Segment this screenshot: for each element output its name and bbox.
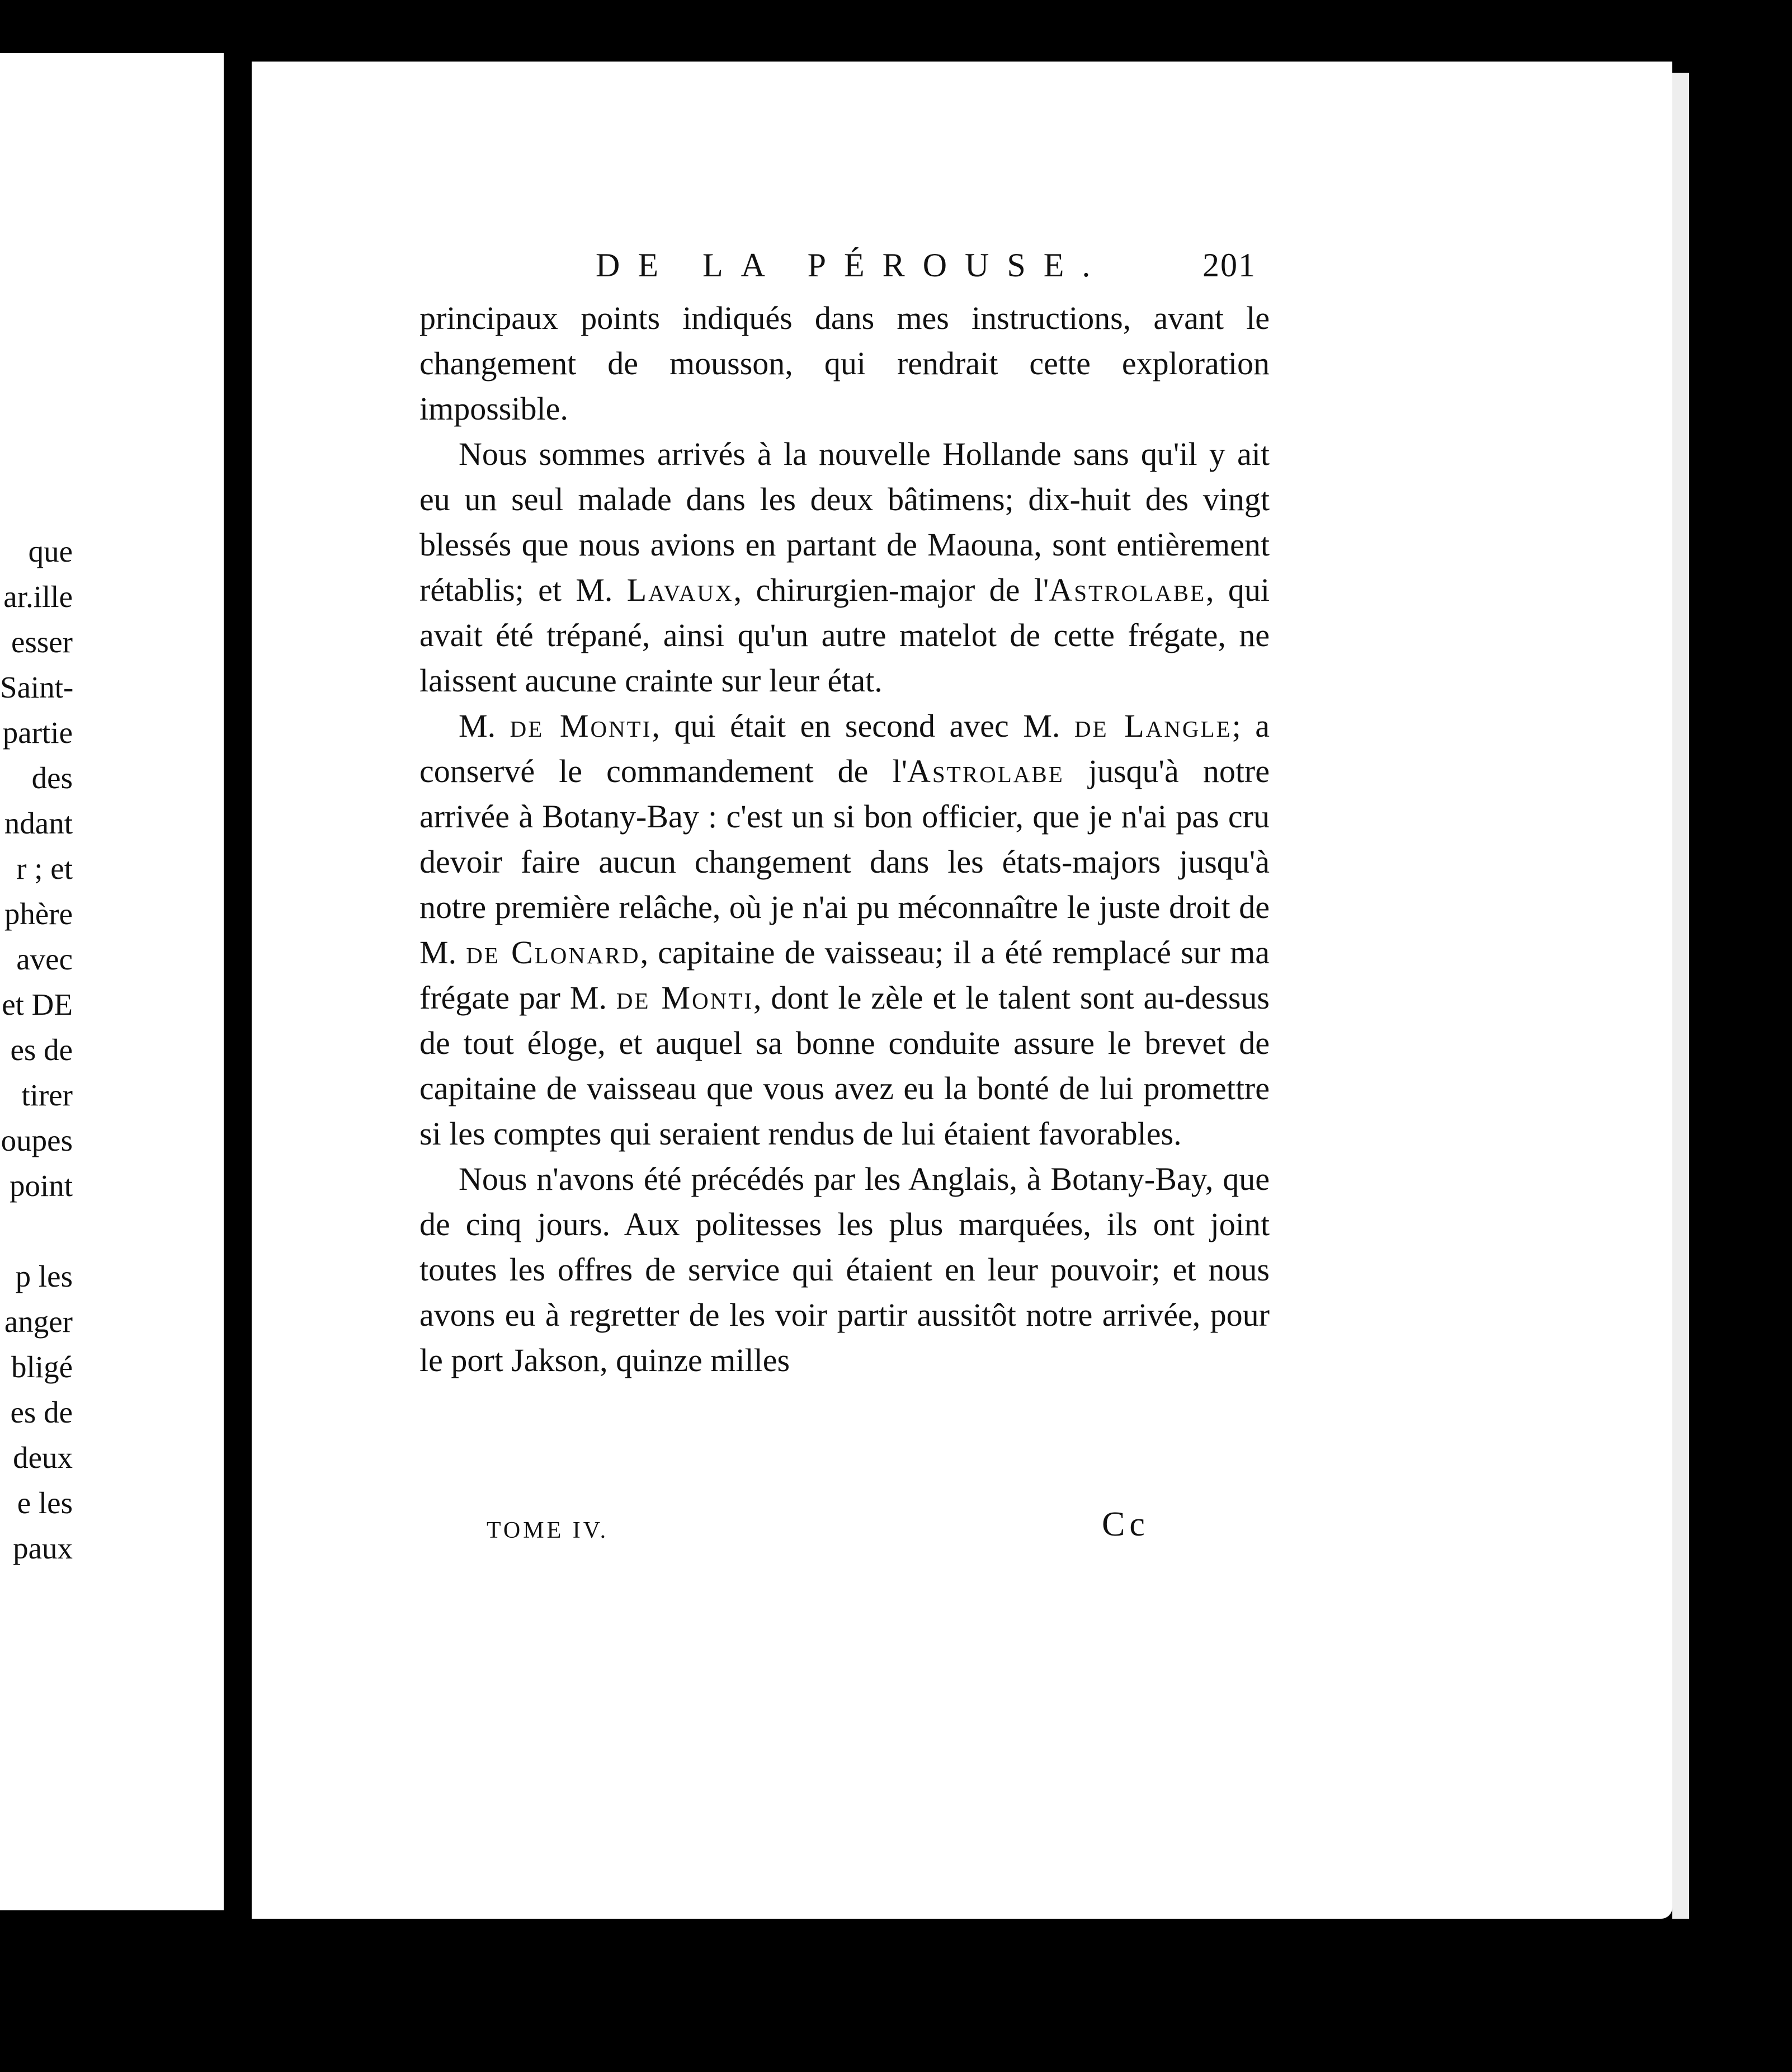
fragment-line: deux: [13, 1440, 73, 1475]
page-number: 201: [1202, 247, 1256, 284]
left-page-text-fragments: [0, 529, 73, 1571]
fragment-line: ar.ille: [3, 580, 73, 614]
body-text: [419, 295, 1270, 1383]
text-run: , qui était en second avec M.: [652, 708, 1074, 744]
volume-label: TOME IV.: [487, 1518, 609, 1543]
paragraph-1: principaux points indiqués dans mes instructions, avant le changement de mousson, qui rendrait cette exploration impossible.: [419, 300, 1270, 427]
ship-name-astrolabe: Astrolabe: [1049, 572, 1206, 608]
name-de-monti: de Monti: [616, 980, 753, 1016]
text-run: ; a conservé le commandement de l': [419, 708, 1270, 789]
page-edge: [1672, 73, 1689, 1919]
fragment-line: es de: [10, 1033, 73, 1067]
fragment-line: paux: [13, 1531, 73, 1565]
fragment-line: des: [31, 761, 73, 795]
text-run: , qui avait été trépané, ainsi qu'un autre matelot de cette frégate, ne laissent aucune crainte sur leur état.: [419, 572, 1270, 699]
fragment-line: p les: [15, 1259, 73, 1293]
fragment-line: esser: [11, 625, 73, 659]
fragment-line: anger: [4, 1305, 73, 1339]
fragment-gap: [0, 1208, 73, 1254]
fragment-line: e les: [17, 1486, 73, 1520]
fragment-line: point: [9, 1169, 73, 1203]
fragment-line: r ; et: [16, 851, 73, 886]
fragment-line: avec: [16, 942, 73, 976]
text-run: , chirurgien-major de l': [733, 572, 1049, 608]
fragment-line: phère: [4, 897, 73, 931]
fragment-line: Saint-: [0, 670, 74, 704]
text-run: , dont le zèle et le talent sont au-dessus de tout éloge, et auquel sa bonne conduite assure le brevet de capitaine de vaisseau que vous avez eu la bonté de lui promettre si les comptes qui seraient rendus de lui étaient favorables.: [419, 980, 1270, 1152]
name-de-clonard: de Clonard: [466, 934, 640, 971]
text-run: jusqu'à notre arrivée à Botany-Bay : c'est un si bon officier, que je n'ai pas cru devoir faire aucun changement dans les états-majors jusqu'à notre première relâche, où je n'ai pu méconnaître le juste droit de M.: [419, 753, 1270, 971]
paragraph-4: Nous n'avons été précédés par les Anglais, à Botany-Bay, que de cinq jours. Aux politesses les plus marquées, ils ont joint toutes les offres de service qui étaient en leur pouvoir; et nous avons eu à regretter de les voir partir aussitôt notre arrivée, pour le port Jakson, quinze milles: [419, 1161, 1270, 1378]
text-run: Nous sommes arrivés à la nouvelle Hollande sans qu'il y ait eu un seul malade dans les deux bâtimens; dix-huit des vingt blessés que nous avions en partant de Maouna, sont entièrement rétablis; et M.: [419, 436, 1270, 608]
signature-mark: Cc: [1102, 1505, 1149, 1543]
text-run: , capitaine de vaisseau; il a été remplacé sur ma frégate par M.: [419, 934, 1270, 1016]
running-head: DE LA PÉROUSE.: [596, 247, 1109, 284]
paragraph-3: [419, 703, 1270, 1156]
fragment-line: ndant: [4, 806, 73, 840]
fragment-line: et DE: [2, 987, 73, 1021]
fragment-line: bligé: [11, 1350, 73, 1384]
book-gutter: [227, 53, 252, 1910]
paragraph-2: [419, 431, 1270, 703]
ship-name-astrolabe: Astrolabe: [907, 753, 1064, 789]
name-lavaux: Lavaux: [626, 572, 734, 608]
fragment-line: oupes: [1, 1123, 73, 1157]
fragment-line: es de: [10, 1395, 73, 1429]
name-de-langle: de Langle: [1074, 708, 1232, 744]
fragment-line: que: [28, 534, 73, 568]
text-run: M.: [459, 708, 510, 744]
fragment-line: partie: [2, 715, 73, 750]
fragment-line: tirer: [21, 1078, 73, 1112]
name-de-monti: de Monti: [510, 708, 652, 744]
